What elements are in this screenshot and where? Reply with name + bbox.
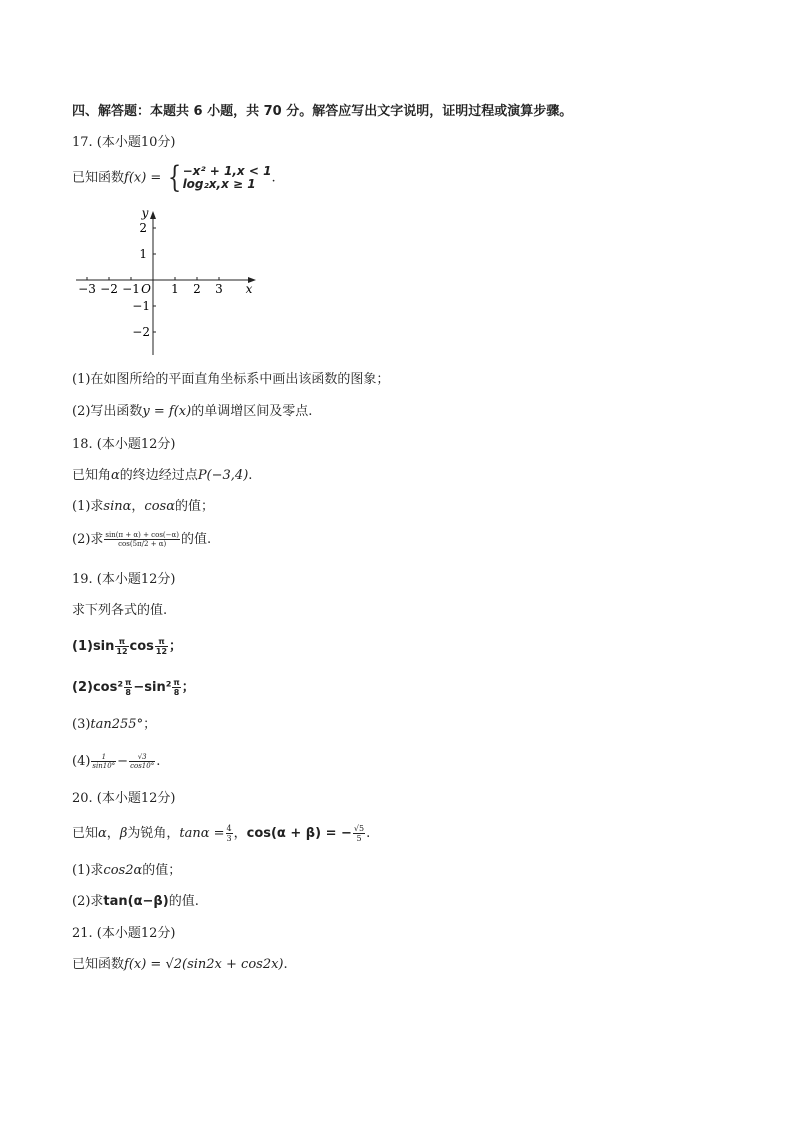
- brace-icon: {: [168, 160, 182, 195]
- section-heading-prefix: 四、解答题：: [72, 104, 151, 119]
- q17-case-2: log₂x,x ≥ 1: [182, 177, 256, 191]
- q17-part2: [72, 402, 312, 422]
- q20-header: 20. (本小题12分): [72, 791, 176, 806]
- q18-part1-sin: sinα: [103, 499, 132, 514]
- q20-part2-expr: tan(α−β): [103, 894, 169, 909]
- q20-cos-num: √5: [353, 824, 365, 833]
- q17-case-1: −x² + 1,x < 1: [182, 164, 272, 178]
- q18-part2-b: 的值.: [180, 532, 212, 547]
- q19-p3-label: (3): [72, 717, 91, 732]
- q19-p1-frac-1: [115, 637, 128, 656]
- x-tick-label: −3: [78, 282, 96, 296]
- q19-header: 19. (本小题12分): [72, 572, 176, 587]
- q21-end: .: [283, 957, 288, 972]
- q19-p2-sin: sin²: [144, 680, 172, 695]
- q19-p2-frac-1-num: π: [125, 678, 132, 687]
- q19-part3: [72, 715, 156, 735]
- q19-p4-frac-1-num: 1: [91, 753, 116, 762]
- q19-p2-frac-1-den: 8: [125, 688, 131, 697]
- q19-p2-frac-2-num: π: [173, 678, 180, 687]
- coordinate-graph: [70, 205, 270, 360]
- q20-part2-b: 的值.: [168, 894, 199, 909]
- q18-part1: [72, 497, 214, 517]
- q19-p1-end: ；: [169, 639, 183, 654]
- q20-cos-den: 5: [356, 834, 362, 843]
- y-axis-name: y: [141, 206, 149, 220]
- q18-statement: [72, 466, 252, 486]
- q19-p4-frac-1-den: sin10°: [92, 762, 116, 770]
- q19-p1-frac-2-den: 12: [155, 647, 168, 656]
- q20-tan-expr: tanα =: [179, 826, 225, 841]
- q18-part2-numerator: sin(π + α) + cos(−α): [105, 531, 179, 539]
- q18-part1-b: 的值；: [174, 499, 214, 514]
- q20-part1: [72, 861, 181, 881]
- q19-p4-end: .: [156, 754, 161, 769]
- q19-p4-frac-2-den: cos10°: [130, 762, 155, 770]
- q18-part1-cos: cosα: [144, 499, 175, 514]
- q20-part1-expr: cos2α: [103, 863, 143, 878]
- q17-part2-func: y = f(x): [142, 404, 192, 419]
- q19-p1-sin: sin: [92, 639, 115, 654]
- q19-p2-label: (2): [72, 680, 93, 695]
- q21-header: 21. (本小题12分): [72, 926, 176, 941]
- y-axis-arrow-icon: [150, 211, 156, 219]
- q18-intro-b: 的终边经过点: [119, 468, 198, 483]
- q19-p3-expr: tan255°: [90, 717, 144, 732]
- section-heading: [72, 102, 572, 122]
- q17-statement: [72, 160, 276, 195]
- q18-intro-a: 已知角: [72, 468, 112, 483]
- q19-p2-frac-2-den: 8: [173, 688, 180, 697]
- q20-statement: [72, 824, 370, 844]
- q20-part1-a: (1)求: [72, 863, 104, 878]
- q19-p4-minus: −: [117, 754, 129, 769]
- q18-part2-denominator: cos(5π/2 + α): [118, 540, 167, 548]
- q17-part2-a: (2)写出函数: [72, 404, 143, 419]
- q19-p1-frac-2-num: π: [155, 637, 168, 647]
- y-tick-label: 2: [139, 221, 147, 235]
- q19-part2: [72, 678, 195, 698]
- x-tick-label: −2: [100, 282, 118, 296]
- q19-p2-frac-1: [124, 678, 132, 697]
- q17-func: f(x) =: [124, 170, 162, 186]
- q18-header: 18. (本小题12分): [72, 437, 176, 452]
- q20-end: .: [366, 826, 371, 841]
- q19-p4-frac-1: [91, 753, 116, 770]
- q20-part2-a: (2)求: [72, 894, 104, 909]
- q20-beta: β: [119, 826, 128, 841]
- q18-point: P(−3,4): [197, 468, 249, 483]
- y-tick-label: −2: [132, 325, 150, 339]
- q20-alpha: α: [98, 826, 107, 841]
- q20-cos-frac: [353, 824, 365, 843]
- q19-p2-frac-2: [172, 678, 180, 697]
- q19-p1-label: (1): [72, 639, 93, 654]
- q18-part2-a: (2)求: [72, 532, 104, 547]
- q17-end: .: [271, 170, 276, 186]
- q20-cos-expr: cos(α + β) = −: [246, 826, 352, 841]
- q19-p2-end: ；: [181, 680, 195, 695]
- q20-sep: ，: [233, 826, 247, 841]
- q19-p1-frac-2: [155, 637, 168, 656]
- q17-piecewise: [165, 160, 272, 195]
- q20-comma: ，: [106, 826, 120, 841]
- q19-part1: [72, 637, 182, 657]
- q18-part1-a: (1)求: [72, 499, 104, 514]
- q18-part2-fraction: [104, 531, 180, 548]
- q18-part2: [72, 530, 211, 550]
- q19-p2-cos: cos²: [92, 680, 124, 695]
- q19-p3-end: ；: [143, 717, 157, 732]
- q20-part2: [72, 892, 199, 912]
- q17-cases: [183, 165, 272, 191]
- q18-alpha: α: [111, 468, 120, 483]
- q21-intro: 已知函数: [72, 957, 125, 972]
- q18-intro-end: .: [248, 468, 253, 483]
- x-tick-label: −1: [122, 282, 140, 296]
- q20-tan-frac: [226, 824, 233, 843]
- q19-p1-cos: cos: [129, 639, 154, 654]
- q20-part1-b: 的值；: [142, 863, 182, 878]
- q20-intro-b: 为锐角，: [127, 826, 180, 841]
- q19-p4-frac-2: [129, 753, 155, 770]
- section-heading-text: 本题共 6 小题，共 70 分。解答应写出文字说明，证明过程或演算步骤。: [150, 104, 573, 119]
- y-tick-label: 1: [139, 247, 147, 261]
- q18-part1-sep: ，: [131, 499, 145, 514]
- q21-statement: [72, 955, 288, 975]
- q20-intro-a: 已知: [72, 826, 99, 841]
- q19-part4: [72, 752, 160, 772]
- x-tick-label: 3: [215, 282, 223, 296]
- q19-p4-label: (4): [72, 754, 91, 769]
- q20-tan-den: 3: [226, 834, 232, 843]
- q21-func: f(x) = √2(sin2x + cos2x): [124, 957, 284, 972]
- q17-intro: 已知函数: [72, 170, 125, 186]
- q17-part1: (1)在如图所给的平面直角坐标系中画出该函数的图象；: [72, 372, 390, 387]
- x-tick-label: 2: [193, 282, 201, 296]
- q17-header: 17. (本小题10分): [72, 135, 176, 150]
- q19-p1-frac-1-num: π: [115, 637, 128, 647]
- x-axis-name: x: [245, 282, 253, 296]
- q19-p4-frac-2-num: √3: [129, 753, 155, 762]
- q19-intro: 求下列各式的值.: [72, 603, 168, 618]
- q20-tan-num: 4: [226, 824, 232, 833]
- q19-p2-minus: −: [133, 680, 145, 695]
- q19-p1-frac-1-den: 12: [116, 647, 128, 656]
- x-tick-label: 1: [171, 282, 179, 296]
- origin-label: O: [141, 282, 151, 296]
- q17-part2-b: 的单调增区间及零点.: [191, 404, 313, 419]
- y-tick-label: −1: [132, 299, 150, 313]
